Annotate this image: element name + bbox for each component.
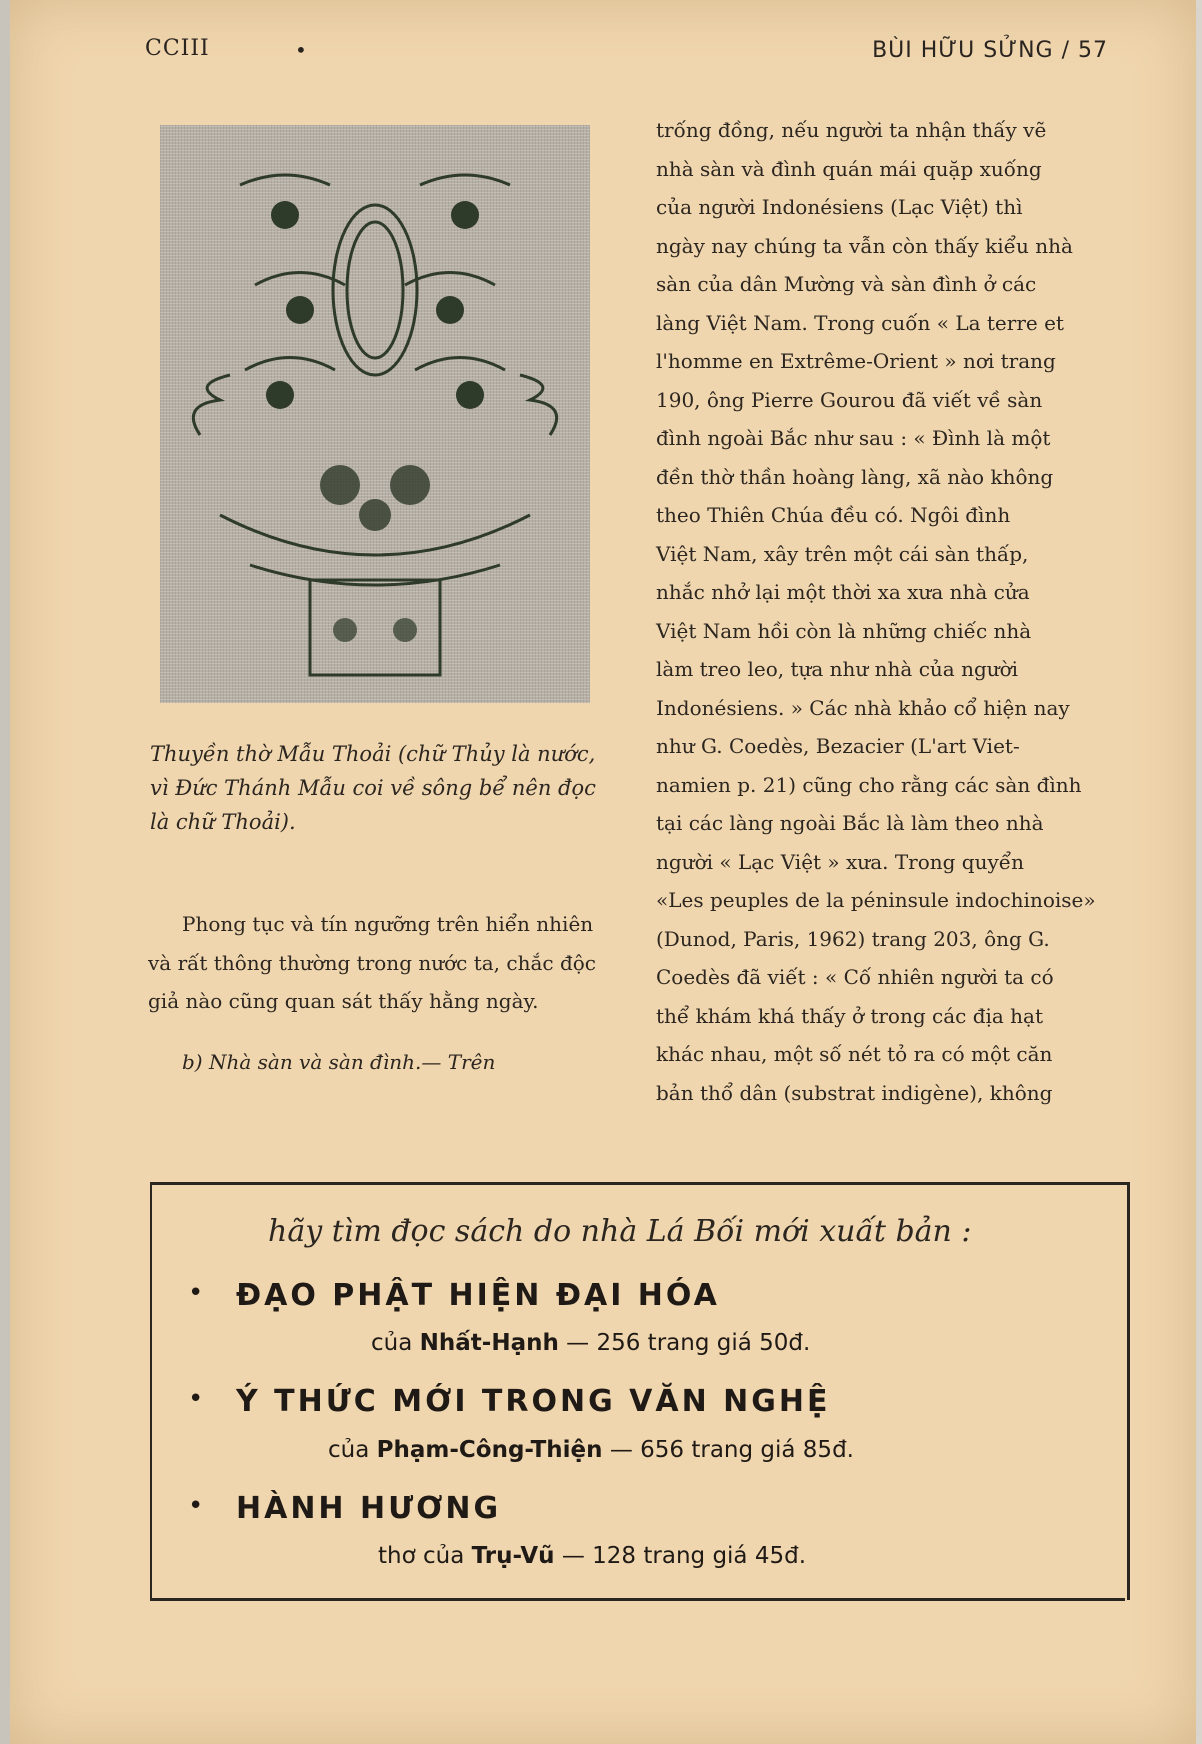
scan-margin [0,0,10,1744]
author-name: Phạm-Công-Thiện [376,1437,603,1463]
text-line: l'homme en Extrême-Orient » nơi trang [656,349,1056,373]
text-line: nhà sàn và đình quán mái quặp xuống [656,156,1042,181]
running-header: BÙI HỮU SỬNG / 57 [872,38,1108,63]
text-line: khác nhau, một số nét tỏ ra có một căn [656,1042,1053,1066]
text-line: namien p. 21) cũng cho rằng các sàn đình [656,772,1082,797]
book-credit [371,1330,810,1356]
text-line: nhắc nhở lại một thời xa xưa nhà cửa [656,580,1030,604]
text-line: 190, ông Pierre Gourou đã viết về sàn [656,387,1043,412]
text-line: tại các làng ngoài Bắc là làm theo nhà [656,811,1044,835]
text-line: đền thờ thần hoàng làng, xã nào không [656,464,1054,489]
text-line: thể khám khá thấy ở trong các địa hạt [656,1003,1044,1028]
text-line: trống đồng, nếu người ta nhận thấy vẽ [656,118,1047,142]
text-line: làng Việt Nam. Trong cuốn « La terre et [656,310,1064,335]
book-details: — 128 trang giá 45đ. [561,1543,807,1569]
advertisement-bottom-rule [150,1598,1125,1601]
author-name: Trụ-Vũ [471,1543,555,1569]
text-line: Việt Nam, xây trên một cái sàn thấp, [656,541,1029,566]
text-line: của người Indonésiens (Lạc Việt) thì [656,195,1023,219]
text-line: đình ngoài Bắc như sau : « Đình là một [656,426,1051,450]
header-separator: • [295,38,307,62]
text-line: bản thổ dân (substrat indigène), không [656,1080,1053,1105]
book-details: — 656 trang giá 85đ. [609,1437,854,1463]
credit-prefix: thơ của [378,1543,465,1569]
credit-prefix: của [371,1330,413,1356]
text-line: ngày nay chúng ta vẫn còn thấy kiểu nhà [656,233,1073,258]
text-line: «Les peuples de la péninsule indochinoise» [656,888,1096,912]
text-line: làm treo leo, tựa như nhà của người [656,657,1019,681]
paragraph-customs: Phong tục và tín ngưỡng trên hiển nhiên và rất thông thường trong nước ta, chắc độc giả nào cũng quan sát thấy hằng ngày. [148,912,596,1013]
author-name: Nhất-Hạnh [419,1330,559,1356]
text-line: (Dunod, Paris, 1962) trang 203, ông G. [656,926,1050,951]
text-line: Việt Nam hồi còn là những chiếc nhà [656,618,1032,643]
bullet-icon: • [188,1384,204,1414]
votive-boat-drawing [160,125,590,703]
book-credit [328,1437,854,1463]
figure-caption: Thuyền thờ Mẫu Thoải (chữ Thủy là nước, vì Đức Thánh Mẫu coi về sông bể nên đọc là chữ Thoải). [150,742,596,834]
section-heading: b) Nhà sàn và sàn đình.— Trên [182,1049,496,1074]
text-line: Coedès đã viết : « Cố nhiên người ta có [656,965,1054,989]
book-credit [378,1543,806,1569]
text-line: như G. Coedès, Bezacier (L'art Viet- [656,734,1020,758]
credit-prefix: của [328,1437,370,1463]
book-page [10,0,1196,1744]
right-column-text [656,111,1126,1112]
book-details: — 256 trang giá 50đ. [566,1330,811,1356]
boat-illustration [160,125,590,703]
bullet-icon: • [188,1278,204,1308]
book-title: Ý THỨC MỚI TRONG VĂN NGHỆ [236,1384,831,1419]
book-title: ĐẠO PHẬT HIỆN ĐẠI HÓA [236,1278,720,1313]
book-title: HÀNH HƯƠNG [236,1491,502,1526]
text-line: theo Thiên Chúa đều có. Ngôi đình [656,503,1011,527]
page-section-number: CCIII [145,36,210,61]
text-line: người « Lạc Việt » xưa. Trong quyển [656,849,1024,874]
bullet-icon: • [188,1491,204,1521]
text-line: Indonésiens. » Các nhà khảo cổ hiện nay [656,695,1070,720]
advertisement-title: hãy tìm đọc sách do nhà Lá Bối mới xuất bản : [268,1214,972,1249]
left-column-text [148,905,618,1103]
text-line: sàn của dân Mường và sàn đình ở các [656,272,1037,296]
